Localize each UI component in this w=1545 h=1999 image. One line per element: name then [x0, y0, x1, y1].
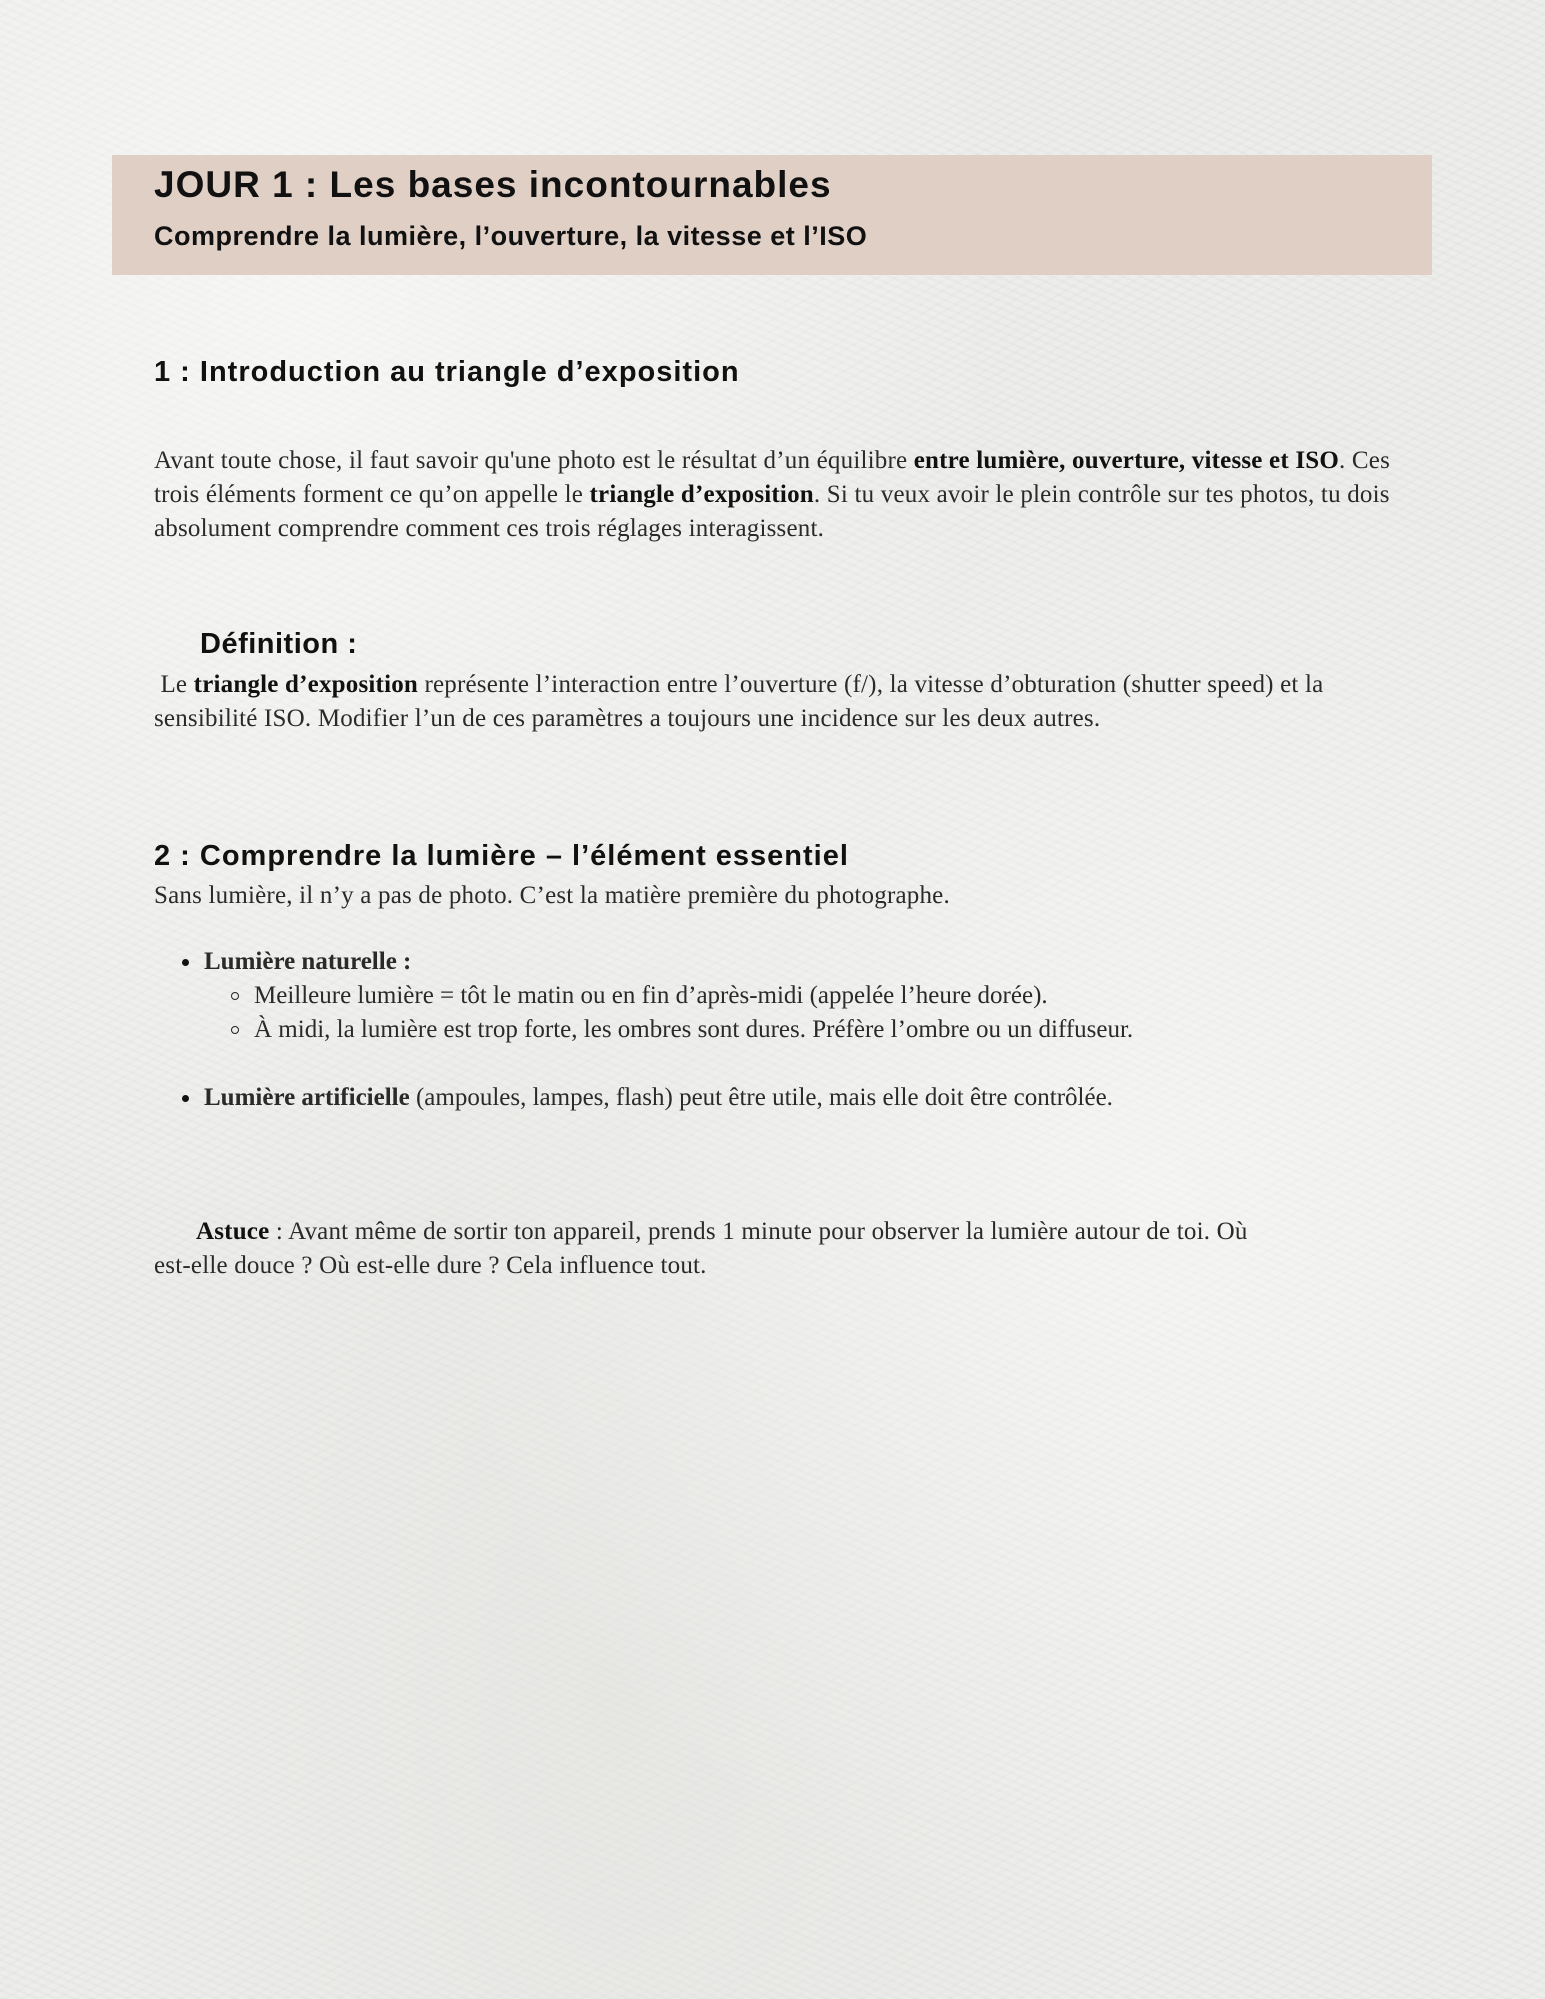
section-1-heading: 1 : Introduction au triangle d’exposition: [154, 356, 740, 388]
sub-bullet-icon: [231, 1026, 239, 1034]
list-item-artificial-light: [154, 1081, 1184, 1115]
bullet-icon: [182, 959, 189, 966]
sub-list-item: [204, 1013, 1194, 1047]
definition-text-1: Le: [160, 671, 194, 698]
tip-text: : Avant même de sortir ton appareil, prends 1 minute pour observer la lumière autour de toi. Où est-elle douce ? Où est-elle dure ? Cela influence tout.: [154, 1218, 1248, 1279]
definition-label: Définition :: [200, 628, 358, 660]
section-1-intro-paragraph: [154, 444, 1394, 546]
artificial-light-text: (ampoules, lampes, flash) peut être utile, mais elle doit être contrôlée.: [409, 1084, 1113, 1111]
artificial-light-label: Lumière artificielle: [204, 1084, 410, 1111]
definition-text-2: représente l’interaction entre l’ouverture (f/), la vitesse d’obturation (shutter speed) et la sensibilité ISO. Modifier l’un de ces paramètres a toujours une incidence sur les deux autres.: [154, 671, 1324, 732]
list-item-natural-light: [154, 945, 1254, 1047]
natural-light-sublist: [204, 979, 1254, 1047]
natural-light-label: Lumière naturelle :: [204, 948, 412, 975]
intro-bold-2: triangle d’exposition: [589, 481, 814, 508]
section-2-heading: 2 : Comprendre la lumière – l’élément essentiel: [154, 840, 849, 872]
bullet-icon: [182, 1095, 189, 1102]
intro-bold-1: entre lumière, ouverture, vitesse et ISO: [913, 447, 1339, 474]
definition-paragraph: [154, 668, 1394, 736]
tip-paragraph: [154, 1215, 1274, 1283]
page-title: JOUR 1 : Les bases incontournables: [154, 164, 832, 205]
intro-text-3: . Si tu veux avoir le plein contrôle sur tes photos, tu dois absolument comprendre comment ces trois réglages interagissent.: [154, 481, 1390, 542]
light-bullet-list: [154, 945, 1254, 1115]
intro-text-1: Avant toute chose, il faut savoir qu'une photo est le résultat d’un équilibre: [154, 447, 914, 474]
page-subtitle: Comprendre la lumière, l’ouverture, la vitesse et l’ISO: [154, 221, 868, 251]
sub-item-text: Meilleure lumière = tôt le matin ou en fin d’après-midi (appelée l’heure dorée).: [254, 982, 1048, 1009]
tip-label: Astuce: [196, 1218, 270, 1245]
intro-text-2: . Ces trois éléments forment ce qu’on appelle le: [154, 447, 1390, 508]
sub-item-text: À midi, la lumière est trop forte, les ombres sont dures. Préfère l’ombre ou un diffuseur.: [254, 1016, 1134, 1043]
section-2-intro: Sans lumière, il n’y a pas de photo. C’est la matière première du photographe.: [154, 882, 950, 909]
definition-bold: triangle d’exposition: [193, 671, 419, 698]
header-band: [112, 155, 1432, 275]
sub-list-item: [204, 979, 1254, 1013]
sub-bullet-icon: [231, 992, 239, 1000]
